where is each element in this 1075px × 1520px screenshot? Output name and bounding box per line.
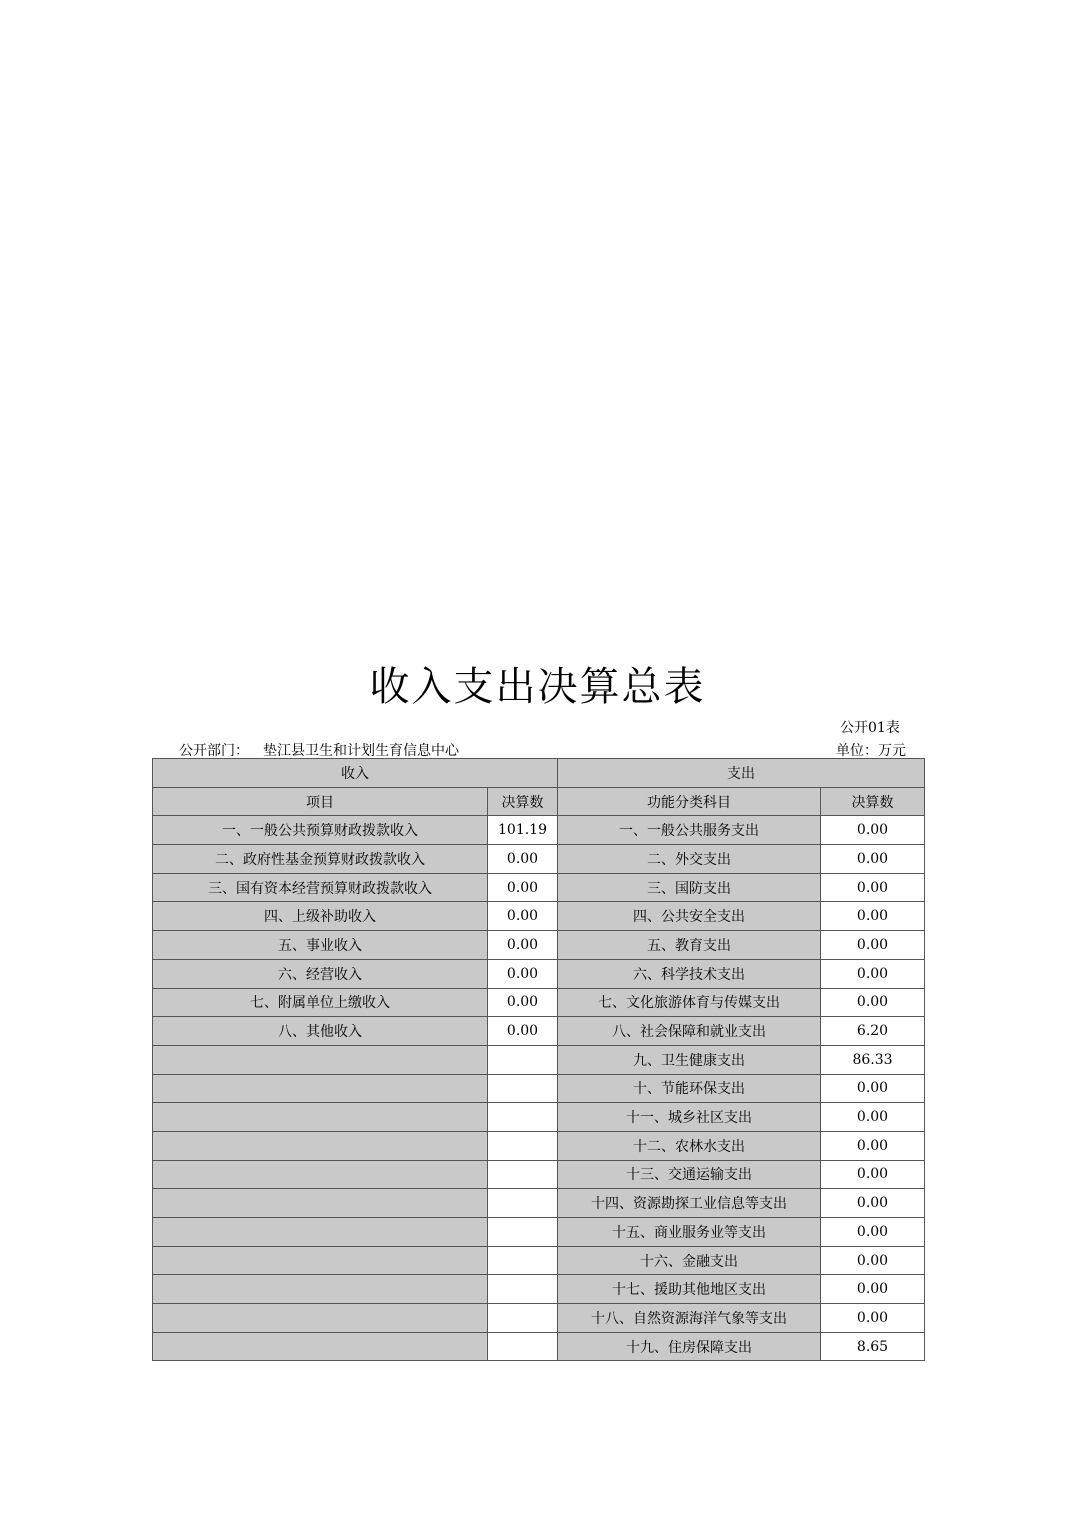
income-item-cell xyxy=(153,1332,488,1361)
table-row xyxy=(153,845,925,874)
department-name: 垫江县卫生和计划生育信息中心 xyxy=(263,743,459,759)
expense-item-cell: 十八、自然资源海洋气象等支出 xyxy=(558,1304,821,1333)
income-item-header: 项目 xyxy=(153,787,488,816)
income-item-cell xyxy=(153,1160,488,1189)
income-item-cell xyxy=(153,1074,488,1103)
table-row xyxy=(153,1160,925,1189)
income-item-cell xyxy=(153,1131,488,1160)
expense-item-cell: 一、一般公共服务支出 xyxy=(558,816,821,845)
department-line xyxy=(179,740,459,760)
income-amount-cell: 0.00 xyxy=(488,845,558,874)
expense-amount-cell: 0.00 xyxy=(821,1189,925,1218)
expense-item-cell: 十六、金融支出 xyxy=(558,1246,821,1275)
income-amount-cell: 0.00 xyxy=(488,931,558,960)
income-amount-cell: 0.00 xyxy=(488,873,558,902)
expense-item-cell: 十七、援助其他地区支出 xyxy=(558,1275,821,1304)
expense-item-cell: 十一、城乡社区支出 xyxy=(558,1103,821,1132)
income-item-cell: 四、上级补助收入 xyxy=(153,902,488,931)
expense-item-cell: 十三、交通运输支出 xyxy=(558,1160,821,1189)
table-row xyxy=(153,959,925,988)
expense-item-cell: 十四、资源勘探工业信息等支出 xyxy=(558,1189,821,1218)
income-item-cell xyxy=(153,1304,488,1333)
income-amount-header: 决算数 xyxy=(488,787,558,816)
expense-item-cell: 三、国防支出 xyxy=(558,873,821,902)
table-row xyxy=(153,873,925,902)
expense-amount-cell: 0.00 xyxy=(821,845,925,874)
expense-amount-cell: 0.00 xyxy=(821,1246,925,1275)
expense-amount-cell: 0.00 xyxy=(821,1160,925,1189)
table-row xyxy=(153,1103,925,1132)
department-label: 公开部门： xyxy=(179,743,249,759)
income-item-cell: 六、经营收入 xyxy=(153,959,488,988)
table-row xyxy=(153,1074,925,1103)
income-item-cell xyxy=(153,1275,488,1304)
expense-amount-cell: 0.00 xyxy=(821,1304,925,1333)
table-row xyxy=(153,1189,925,1218)
expense-item-cell: 七、文化旅游体育与传媒支出 xyxy=(558,988,821,1017)
table-row xyxy=(153,1045,925,1074)
income-amount-cell xyxy=(488,1045,558,1074)
form-number: 公开01表 xyxy=(840,720,900,736)
expense-item-cell: 十、节能环保支出 xyxy=(558,1074,821,1103)
income-amount-cell: 0.00 xyxy=(488,1017,558,1046)
income-amount-cell xyxy=(488,1189,558,1218)
income-item-cell: 七、附属单位上缴收入 xyxy=(153,988,488,1017)
income-amount-cell: 101.19 xyxy=(488,816,558,845)
expense-amount-cell: 6.20 xyxy=(821,1017,925,1046)
page-title: 收入支出决算总表 xyxy=(369,664,706,710)
expense-amount-cell: 0.00 xyxy=(821,1131,925,1160)
expense-amount-cell: 0.00 xyxy=(821,931,925,960)
table-row xyxy=(153,816,925,845)
income-item-cell xyxy=(153,1045,488,1074)
expense-amount-header: 决算数 xyxy=(821,787,925,816)
expense-item-cell: 二、外交支出 xyxy=(558,845,821,874)
expense-amount-cell: 0.00 xyxy=(821,959,925,988)
income-amount-cell: 0.00 xyxy=(488,902,558,931)
expense-amount-cell: 0.00 xyxy=(821,1275,925,1304)
income-item-cell: 一、一般公共预算财政拨款收入 xyxy=(153,816,488,845)
expense-amount-cell: 8.65 xyxy=(821,1332,925,1361)
expense-amount-cell: 0.00 xyxy=(821,1074,925,1103)
income-item-cell: 五、事业收入 xyxy=(153,931,488,960)
table-row xyxy=(153,1275,925,1304)
table-row xyxy=(153,1246,925,1275)
table-row xyxy=(153,1218,925,1247)
expense-section-header: 支出 xyxy=(558,759,925,788)
income-amount-cell: 0.00 xyxy=(488,988,558,1017)
expense-amount-cell: 0.00 xyxy=(821,816,925,845)
summary-table xyxy=(152,758,925,1361)
income-item-cell xyxy=(153,1189,488,1218)
expense-category-header: 功能分类科目 xyxy=(558,787,821,816)
header-row-columns xyxy=(153,787,925,816)
expense-item-cell: 八、社会保障和就业支出 xyxy=(558,1017,821,1046)
unit-label: 单位：万元 xyxy=(836,743,906,759)
income-item-cell xyxy=(153,1103,488,1132)
expense-item-cell: 十二、农林水支出 xyxy=(558,1131,821,1160)
expense-amount-cell: 0.00 xyxy=(821,1218,925,1247)
table-row xyxy=(153,902,925,931)
income-item-cell xyxy=(153,1218,488,1247)
expense-item-cell: 六、科学技术支出 xyxy=(558,959,821,988)
expense-item-cell: 十五、商业服务业等支出 xyxy=(558,1218,821,1247)
income-amount-cell xyxy=(488,1131,558,1160)
income-amount-cell: 0.00 xyxy=(488,959,558,988)
expense-item-cell: 九、卫生健康支出 xyxy=(558,1045,821,1074)
table-row xyxy=(153,988,925,1017)
expense-item-cell: 十九、住房保障支出 xyxy=(558,1332,821,1361)
expense-amount-cell: 0.00 xyxy=(821,988,925,1017)
income-item-cell: 八、其他收入 xyxy=(153,1017,488,1046)
income-amount-cell xyxy=(488,1304,558,1333)
income-amount-cell xyxy=(488,1275,558,1304)
header-row-sections xyxy=(153,759,925,788)
income-item-cell: 二、政府性基金预算财政拨款收入 xyxy=(153,845,488,874)
table-row xyxy=(153,1017,925,1046)
income-amount-cell xyxy=(488,1103,558,1132)
income-amount-cell xyxy=(488,1160,558,1189)
table-row xyxy=(153,931,925,960)
expense-amount-cell: 0.00 xyxy=(821,902,925,931)
expense-item-cell: 五、教育支出 xyxy=(558,931,821,960)
table-row xyxy=(153,1304,925,1333)
income-amount-cell xyxy=(488,1074,558,1103)
income-item-cell: 三、国有资本经营预算财政拨款收入 xyxy=(153,873,488,902)
expense-amount-cell: 0.00 xyxy=(821,873,925,902)
expense-amount-cell: 0.00 xyxy=(821,1103,925,1132)
table-row xyxy=(153,1131,925,1160)
income-item-cell xyxy=(153,1246,488,1275)
table-row xyxy=(153,1332,925,1361)
income-amount-cell xyxy=(488,1332,558,1361)
expense-item-cell: 四、公共安全支出 xyxy=(558,902,821,931)
income-amount-cell xyxy=(488,1246,558,1275)
income-amount-cell xyxy=(488,1218,558,1247)
expense-amount-cell: 86.33 xyxy=(821,1045,925,1074)
income-section-header: 收入 xyxy=(153,759,558,788)
